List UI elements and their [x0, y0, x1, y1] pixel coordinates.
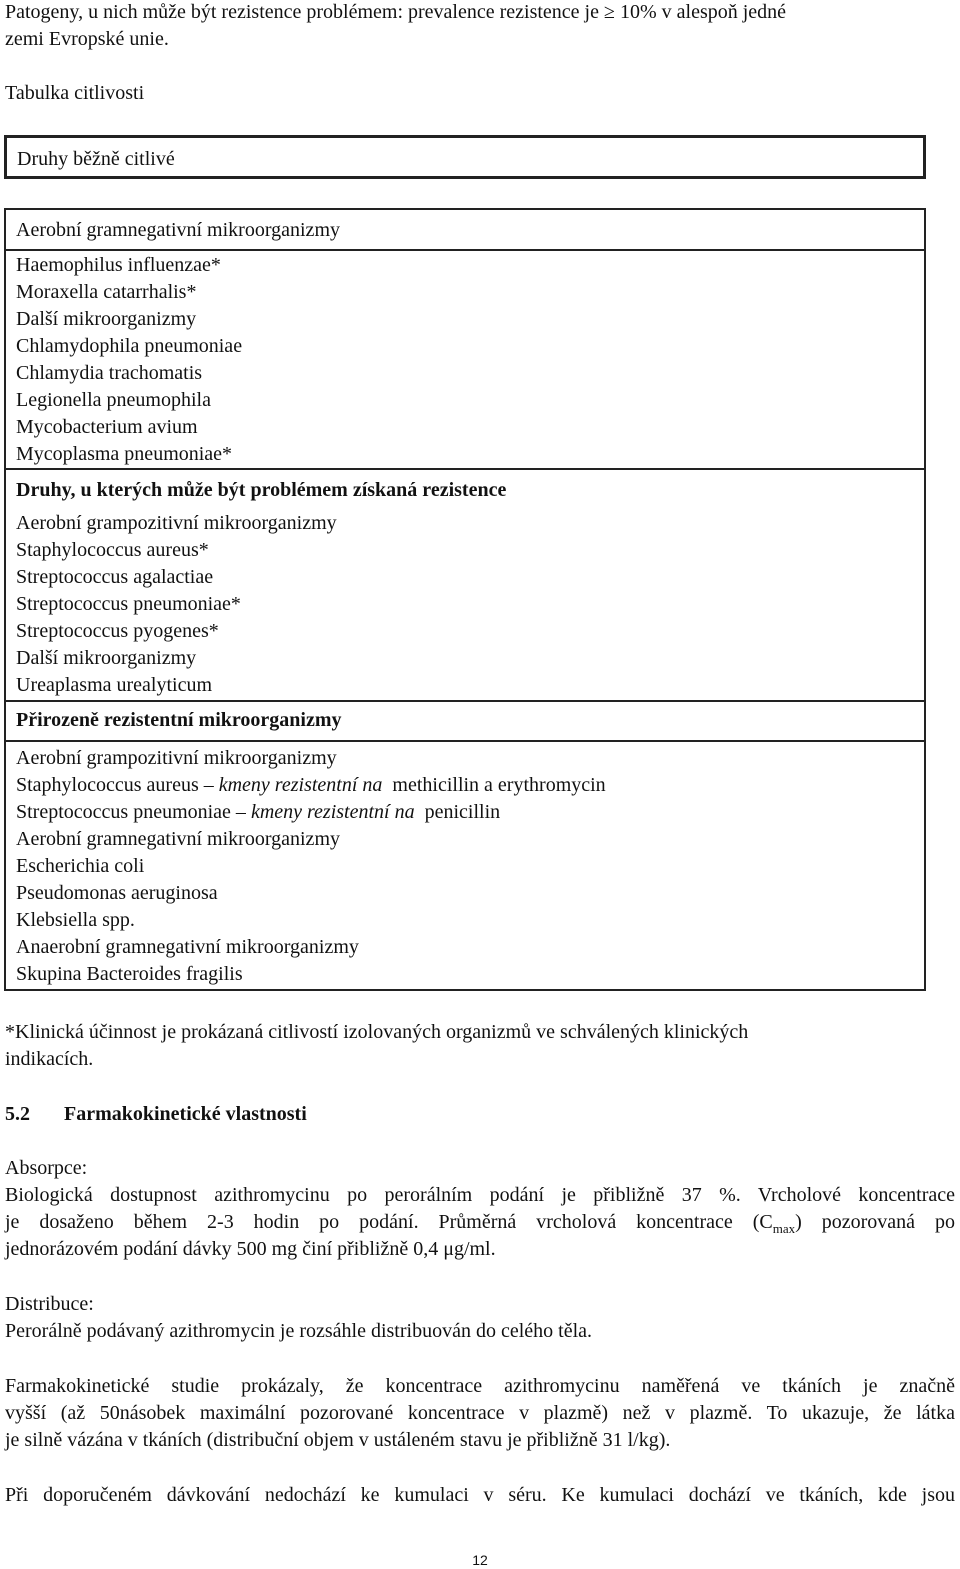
- qualifier: kmeny rezistentní na: [218, 774, 383, 796]
- absorpce-line-2: [5, 1211, 955, 1237]
- section-title: Farmakokinetické vlastnosti: [64, 1103, 307, 1125]
- distribuce-line-1: Perorálně podávaný azithromycin je rozsáhle distribuován do celého těla.: [5, 1320, 593, 1342]
- susceptibility-table: [4, 208, 926, 991]
- list-item: Aerobní gramnegativní mikroorganizmy: [16, 828, 340, 850]
- list-item: [16, 801, 500, 824]
- list-item: Další mikroorganizmy: [16, 308, 197, 330]
- cmax-subscript: max: [772, 1221, 796, 1236]
- list-item: Pseudomonas aeruginosa: [16, 882, 218, 904]
- footnote-line-2: indikacích.: [5, 1048, 94, 1070]
- divider: [6, 249, 924, 251]
- list-item: Legionella pneumophila: [16, 389, 211, 411]
- intro-line-2: zemi Evropské unie.: [5, 28, 169, 50]
- absorpce-line-1: Biologická dostupnost azithromycinu po perorálním podání je přibližně 37 %. Vrcholové koncentrace: [5, 1184, 955, 1206]
- list-item: Další mikroorganizmy: [16, 647, 197, 669]
- list-item: Mycobacterium avium: [16, 416, 198, 438]
- divider: [6, 700, 924, 702]
- list-item: Anaerobní gramnegativní mikroorganizmy: [16, 936, 359, 958]
- list-item: Mycoplasma pneumoniae*: [16, 443, 233, 465]
- divider: [6, 468, 924, 470]
- section1-title: Aerobní gramnegativní mikroorganizmy: [16, 219, 340, 241]
- antibiotics: penicillin: [414, 801, 501, 823]
- antibiotics: methicillin a erythromycin: [382, 774, 606, 796]
- table-header: Druhy běžně citlivé: [17, 148, 175, 170]
- table-header-box: [4, 135, 926, 179]
- list-item: Chlamydia trachomatis: [16, 362, 203, 384]
- list-item: Haemophilus influenzae*: [16, 254, 221, 276]
- organism: Staphylococcus aureus –: [16, 774, 219, 796]
- qualifier: kmeny rezistentní na: [250, 801, 415, 823]
- list-item: Ureaplasma urealyticum: [16, 674, 213, 696]
- last-line-1: Při doporučeném dávkování nedochází ke kumulaci v séru. Ke kumulaci dochází ve tkáních, kde jsou: [5, 1484, 955, 1506]
- list-item: Skupina Bacteroides fragilis: [16, 963, 243, 985]
- list-item: Streptococcus pneumoniae*: [16, 593, 241, 615]
- absorpce-line-2a: je dosaženo během 2-3 hodin po podání. Průměrná vrcholová koncentrace (C: [5, 1211, 773, 1233]
- list-item: Chlamydophila pneumoniae: [16, 335, 243, 357]
- pk-line-3: je silně vázána v tkáních (distribuční objem v ustáleném stavu je přibližně 31 l/kg).: [5, 1429, 671, 1451]
- absorpce-heading: Absorpce:: [5, 1157, 88, 1179]
- divider: [6, 740, 924, 742]
- list-item: Aerobní grampozitivní mikroorganizmy: [16, 747, 337, 769]
- intro-line-1: Patogeny, u nich může být rezistence problémem: prevalence rezistence je ≥ 10% v alespoň jedné: [5, 1, 787, 23]
- absorpce-line-3: jednorázovém podání dávky 500 mg činí přibližně 0,4 μg/ml.: [5, 1238, 496, 1260]
- list-item: Streptococcus agalactiae: [16, 566, 214, 588]
- distribuce-heading: Distribuce:: [5, 1293, 94, 1315]
- section3-title: Přirozeně rezistentní mikroorganizmy: [16, 709, 342, 731]
- organism: Streptococcus pneumoniae –: [16, 801, 251, 823]
- footnote-line-1: *Klinická účinnost je prokázaná citlivostí izolovaných organizmů ve schválených klinických: [5, 1021, 749, 1043]
- section2-title: Druhy, u kterých může být problémem získaná rezistence: [16, 479, 507, 501]
- pk-line-2: vyšší (až 50násobek maximální pozorované koncentrace v plazmě) než v plazmě. To ukazuje, že látka: [5, 1402, 955, 1424]
- pk-line-1: Farmakokinetické studie prokázaly, že koncentrace azithromycinu naměřená ve tkáních je značně: [5, 1375, 955, 1397]
- list-item: Streptococcus pyogenes*: [16, 620, 219, 642]
- section-number: 5.2: [5, 1103, 30, 1125]
- list-item: Klebsiella spp.: [16, 909, 135, 931]
- list-item: Aerobní grampozitivní mikroorganizmy: [16, 512, 337, 534]
- list-item: Moraxella catarrhalis*: [16, 281, 197, 303]
- list-item: Escherichia coli: [16, 855, 145, 877]
- page-number: 12: [472, 1552, 488, 1568]
- table-caption: Tabulka citlivosti: [5, 82, 145, 104]
- absorpce-line-2b: ) pozorovaná po: [795, 1211, 955, 1233]
- list-item: Staphylococcus aureus*: [16, 539, 209, 561]
- list-item: [16, 774, 606, 797]
